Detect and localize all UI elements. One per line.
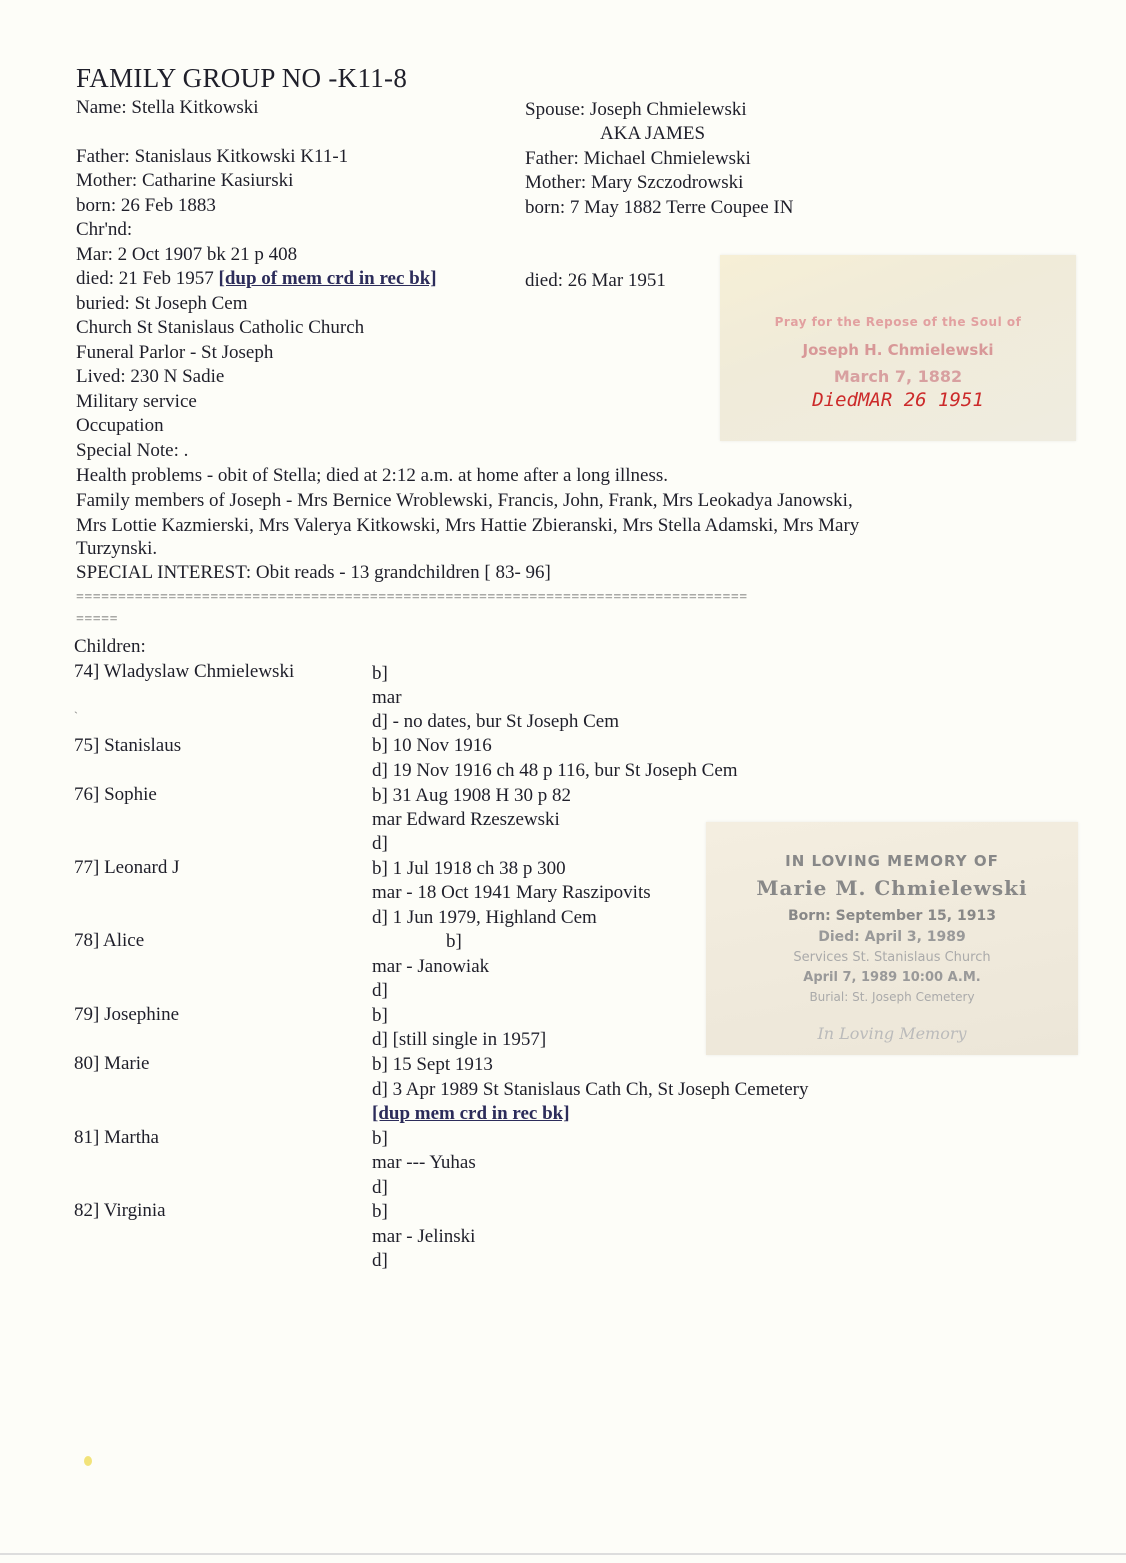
family-members-line2: Mrs Lottie Kazmierski, Mrs Valerya Kitkowski, Mrs Hattie Zbieranski, Mrs Stella Adamski, Mrs Mary xyxy=(76,515,860,536)
child-born: b] xyxy=(446,931,462,952)
stray-tick-mark: ` xyxy=(74,709,78,723)
separator-rule-tail: ===== xyxy=(76,612,118,627)
child-married: mar - 18 Oct 1941 Mary Raszipovits xyxy=(372,882,651,903)
occupation-field: Occupation xyxy=(76,415,164,436)
child-died: d] xyxy=(372,1177,388,1198)
child-died: d] xyxy=(372,1250,388,1271)
child-born: b] xyxy=(372,1201,388,1222)
child-name: 76] Sophie xyxy=(74,784,157,805)
child-name: 75] Stanislaus xyxy=(74,735,182,756)
child-married: mar - Jelinski xyxy=(372,1226,476,1247)
child-born: b] 15 Sept 1913 xyxy=(372,1054,493,1075)
child-name: 80] Marie xyxy=(74,1053,150,1074)
died-dup-link[interactable]: [dup of mem crd in rec bk] xyxy=(218,268,437,289)
lived-field: Lived: 230 N Sadie xyxy=(76,366,225,387)
card1-died-handwritten: DiedMAR 26 1951 xyxy=(812,389,984,411)
card1-born-date: March 7, 1882 xyxy=(833,367,963,386)
child-name: 74] Wladyslaw Chmielewski xyxy=(74,661,295,682)
child-died: d] [still single in 1957] xyxy=(372,1029,547,1050)
child-born: b] 31 Aug 1908 H 30 p 82 xyxy=(372,785,571,806)
died-field xyxy=(76,268,437,290)
child-name: 78] Alice xyxy=(74,930,145,951)
child-married: mar Edward Rzeszewski xyxy=(372,809,560,830)
marriage-field: Mar: 2 Oct 1907 bk 21 p 408 xyxy=(76,244,298,265)
spouse-field: Spouse: Joseph Chmielewski xyxy=(525,99,747,120)
family-members-line3: Turzynski. xyxy=(76,538,158,559)
card2-name: Marie M. Chmielewski xyxy=(756,876,1028,900)
child-born: b] 10 Nov 1916 xyxy=(372,735,492,756)
died-text: died: 21 Feb 1957 xyxy=(76,268,219,289)
card2-script-footer: In Loving Memory xyxy=(817,1024,967,1043)
spouse-born-field: born: 7 May 1882 Terre Coupee IN xyxy=(525,197,794,218)
buried-field: buried: St Joseph Cem xyxy=(76,293,248,314)
military-field: Military service xyxy=(76,391,197,412)
child-died: d] 19 Nov 1916 ch 48 p 116, bur St Joseph Cem xyxy=(372,760,738,781)
page-title: FAMILY GROUP NO -K11-8 xyxy=(76,63,408,93)
child-died: d] 3 Apr 1989 St Stanislaus Cath Ch, St Joseph Cemetery xyxy=(372,1079,809,1100)
child-name: 82] Virginia xyxy=(74,1200,166,1221)
church-field: Church St Stanislaus Catholic Church xyxy=(76,317,365,338)
card2-died: Died: April 3, 1989 xyxy=(818,929,966,945)
child-married: mar - Janowiak xyxy=(372,956,490,977)
child-died: d] 1 Jun 1979, Highland Cem xyxy=(372,907,597,928)
card1-prayer-line: Pray for the Repose of the Soul of xyxy=(774,315,1022,329)
funeral-field: Funeral Parlor - St Joseph xyxy=(76,342,274,363)
memorial-card-joseph xyxy=(720,255,1076,441)
child-died: d] xyxy=(372,980,388,1001)
separator-rule: ================================================================================ xyxy=(76,590,748,605)
spouse-father-field: Father: Michael Chmielewski xyxy=(525,148,751,169)
card2-born: Born: September 15, 1913 xyxy=(788,908,996,924)
card2-service-date: April 7, 1989 10:00 A.M. xyxy=(803,970,981,985)
child-married: mar --- Yuhas xyxy=(372,1152,476,1173)
name-field: Name: Stella Kitkowski xyxy=(76,97,259,118)
child-name: 81] Martha xyxy=(74,1127,159,1148)
paper-fleck xyxy=(84,1456,92,1466)
card2-heading: IN LOVING MEMORY OF xyxy=(785,852,999,870)
father-field: Father: Stanislaus Kitkowski K11-1 xyxy=(76,146,349,167)
mother-field: Mother: Catharine Kasiurski xyxy=(76,170,294,191)
child-dup-link[interactable]: [dup mem crd in rec bk] xyxy=(372,1103,570,1124)
child-born: b] 1 Jul 1918 ch 38 p 300 xyxy=(372,858,566,879)
health-note: Health problems - obit of Stella; died at 2:12 a.m. at home after a long illness. xyxy=(76,465,669,486)
spouse-aka: AKA JAMES xyxy=(600,123,706,144)
child-name: 79] Josephine xyxy=(74,1004,180,1025)
card2-burial: Burial: St. Joseph Cemetery xyxy=(809,990,975,1004)
spouse-died-field: died: 26 Mar 1951 xyxy=(525,270,666,291)
child-born: b] xyxy=(372,1128,388,1149)
christened-field: Chr'nd: xyxy=(76,219,133,240)
special-interest-note: SPECIAL INTEREST: Obit reads - 13 grandchildren [ 83- 96] xyxy=(76,562,551,583)
child-died: d] - no dates, bur St Joseph Cem xyxy=(372,711,619,732)
child-died: d] xyxy=(372,833,388,854)
page-bottom-edge xyxy=(0,1553,1126,1555)
child-born: b] xyxy=(372,663,388,684)
child-born: b] xyxy=(372,1005,388,1026)
children-label: Children: xyxy=(74,636,146,657)
child-married: mar xyxy=(372,687,402,708)
born-field: born: 26 Feb 1883 xyxy=(76,195,216,216)
child-name: 77] Leonard J xyxy=(74,857,180,878)
memorial-card-marie xyxy=(706,822,1078,1055)
card2-services: Services St. Stanislaus Church xyxy=(793,950,991,965)
card1-name: Joseph H. Chmielewski xyxy=(802,341,994,359)
family-members-line1: Family members of Joseph - Mrs Bernice Wroblewski, Francis, John, Frank, Mrs Leokadya Janowski, xyxy=(76,490,853,511)
spouse-mother-field: Mother: Mary Szczodrowski xyxy=(525,172,744,193)
special-note-field: Special Note: . xyxy=(76,440,189,461)
